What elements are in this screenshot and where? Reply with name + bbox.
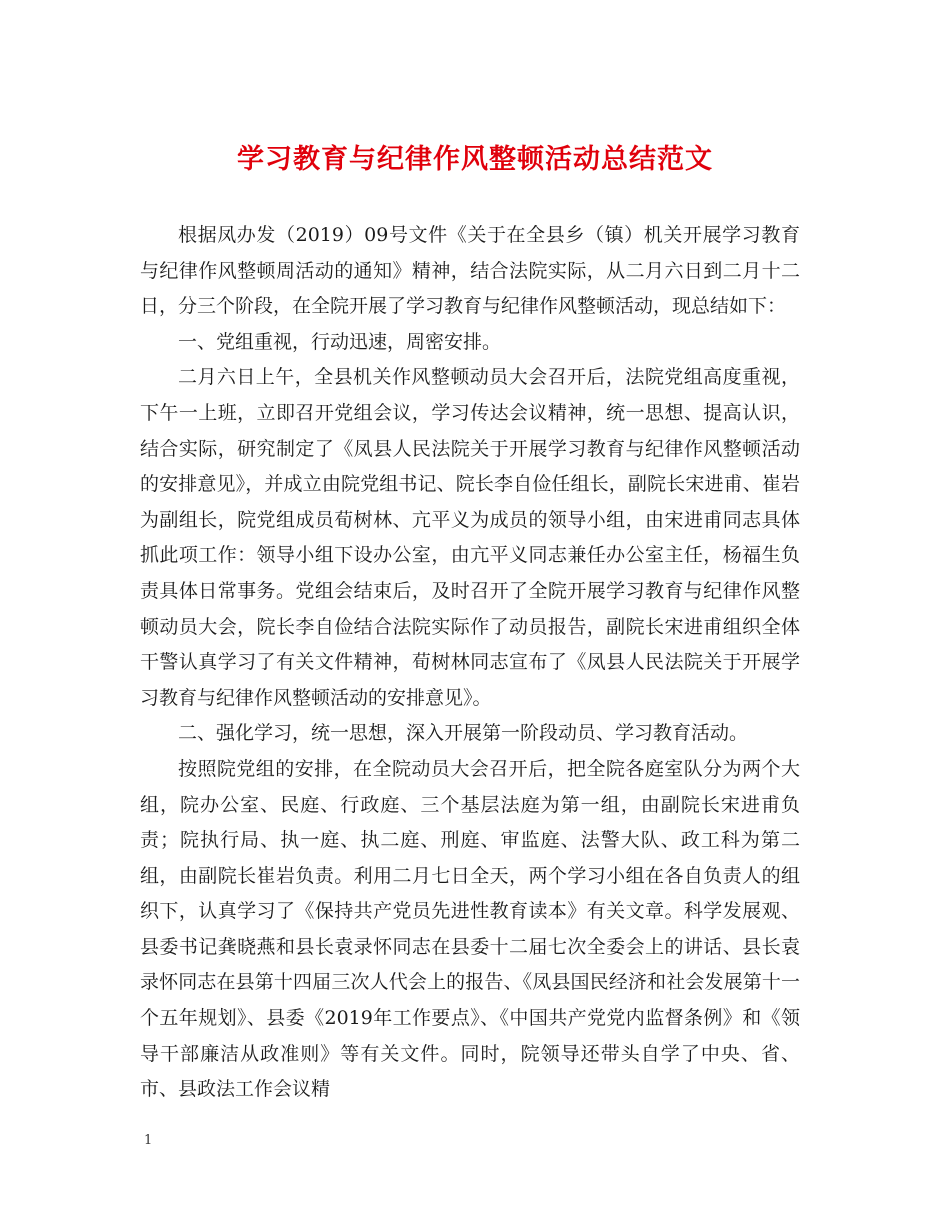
page-number: 1 <box>144 1133 153 1148</box>
paragraph-section-1: 二月六日上午，全县机关作风整顿动员大会召开后，法院党组高度重视，下午一上班，立即召开党组会议，学习传达会议精神，统一思想、提高认识，结合实际，研究制定了《凤县人民法院关于开展学习教育与纪律作风整顿活动的安排意见》，并成立由院党组书记、院长李自俭任组长，副院长宋进甫、崔岩为副组长，院党组成员荀树林、亢平义为成员的领导小组，由宋进甫同志具体抓此项工作：领导小组下设办公室，由亢平义同志兼任办公室主任，杨福生负责具体日常事务。党组会结束后，及时召开了全院开展学习教育与纪律作风整顿动员大会，院长李自俭结合法院实际作了动员报告，副院长宋进甫组织全体干警认真学习了有关文件精神，荀树林同志宣布了《凤县人民法院关于开展学习教育与纪律作风整顿活动的安排意见》。 <box>140 366 800 709</box>
section-heading-1: 一、党组重视，行动迅速，周密安排。 <box>178 330 502 353</box>
document-title: 学习教育与纪律作风整顿活动总结范文 <box>237 144 713 175</box>
document-body <box>140 218 800 1108</box>
paragraph-intro: 根据凤办发（2019）09号文件《关于在全县乡（镇）机关开展学习教育与纪律作风整顿周活动的通知》精神，结合法院实际，从二月六日到二月十二日，分三个阶段，在全院开展了学习教育与纪律作风整顿活动，现总结如下： <box>140 224 800 318</box>
paragraph-section-2: 按照院党组的安排，在全院动员大会召开后，把全院各庭室队分为两个大组，院办公室、民庭、行政庭、三个基层法庭为第一组，由副院长宋进甫负责；院执行局、执一庭、执二庭、刑庭、审监庭、法警大队、政工科为第二组，由副院长崔岩负责。利用二月七日全天，两个学习小组在各自负责人的组织下，认真学习了《保持共产党员先进性教育读本》有关文章。科学发展观、县委书记龚晓燕和县长袁录怀同志在县委十二届七次全委会上的讲话、县长袁录怀同志在县第十四届三次人代会上的报告、《凤县国民经济和社会发展第十一个五年规划》、县委《2019年工作要点》、《中国共产党党内监督条例》和《领导干部廉洁从政准则》等有关文件。同时，院领导还带头自学了中央、省、市、县政法工作会议精 <box>140 757 800 1101</box>
section-heading-2: 二、强化学习，统一思想，深入开展第一阶段动员、学习教育活动。 <box>178 722 749 745</box>
